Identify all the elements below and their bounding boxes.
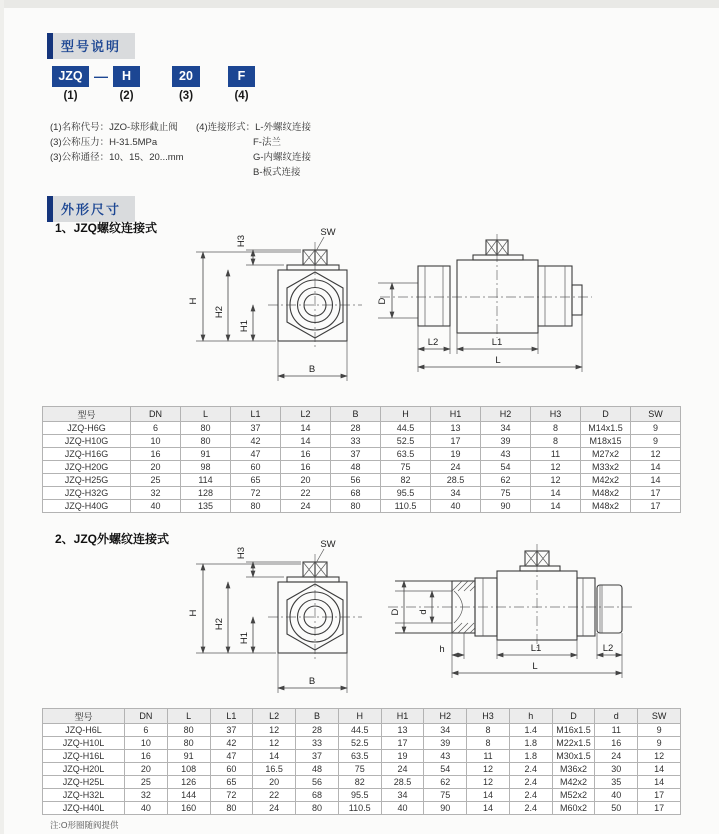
table-cell: 8 [467,724,510,737]
table-cell: 35 [595,776,638,789]
table-row [43,474,681,487]
note-connection-b: B-板式连接 [253,167,301,178]
table-cell: 17 [431,435,481,448]
table-cell: 42 [210,737,253,750]
column-header: h [509,709,552,724]
table-cell: 16 [595,737,638,750]
table-cell: 2.4 [509,789,552,802]
table-row [43,737,681,750]
dim-label-l2: L2 [602,643,614,654]
column-header: H1 [431,407,481,422]
table-cell: 12 [253,737,296,750]
table-cell: 14 [467,802,510,815]
dim-label-h-shoulder: h [439,644,445,655]
table-cell: 11 [531,448,581,461]
table-cell: 65 [210,776,253,789]
table-cell: 25 [125,776,168,789]
table-cell: 14 [638,763,681,776]
table-cell: 56 [331,474,381,487]
table-cell: 160 [167,802,210,815]
column-header: D [581,407,631,422]
table-cell: 80 [296,802,339,815]
table-cell: 14 [253,750,296,763]
table-row [43,435,681,448]
table-cell: 80 [167,737,210,750]
table-cell: 6 [131,422,181,435]
table-cell: 126 [167,776,210,789]
table-cell: 16 [125,750,168,763]
note-connection-l: (4)连接形式：L-外螺纹连接 [196,122,312,133]
front-view [188,539,362,693]
table-cell: 114 [181,474,231,487]
table-cell: 9 [631,435,681,448]
dim-label-h1: H1 [239,319,250,333]
table-row [43,724,681,737]
table-cell: 40 [381,802,424,815]
front-view [188,227,362,381]
table-row [43,802,681,815]
table-cell: 14 [631,461,681,474]
column-header: H2 [481,407,531,422]
column-header: H3 [467,709,510,724]
dim-label-h2: H2 [214,617,225,631]
dim-label-h1: H1 [239,631,250,645]
table-cell: 12 [253,724,296,737]
dim-label-l2: L2 [427,337,439,348]
table-cell: 24 [595,750,638,763]
column-header: 型号 [43,709,125,724]
table-cell: 75 [381,461,431,474]
dim-label-b: B [308,364,316,375]
column-header: B [331,407,381,422]
footnote: 注:O形圈随阀提供 [50,820,119,830]
table-cell: 32 [131,487,181,500]
table-cell: 13 [431,422,481,435]
table-cell: 44.5 [381,422,431,435]
table-cell: 20 [281,474,331,487]
table-cell: 39 [424,737,467,750]
table-cell: 14 [531,500,581,513]
table-cell: M52x2 [552,789,595,802]
table-cell: 40 [125,802,168,815]
table-cell: M14x1.5 [581,422,631,435]
table-cell: JZQ-H25L [43,776,125,789]
section-header-model: 型号说明 [47,33,135,59]
table-cell: 28 [331,422,381,435]
dim-label-l1: L1 [530,643,542,654]
table-cell: JZQ-H20G [43,461,131,474]
table-cell: 54 [424,763,467,776]
table-cell: M18x15 [581,435,631,448]
column-header: L1 [231,407,281,422]
table-cell: 24 [281,500,331,513]
column-header: L [167,709,210,724]
subsection-title-threaded: 1、JZQ螺纹连接式 [55,221,158,235]
table-cell: 108 [167,763,210,776]
side-view [388,544,635,678]
table-cell: 19 [431,448,481,461]
dim-label-sw: SW [320,539,336,550]
table-cell: 20 [125,763,168,776]
table-cell: 62 [424,776,467,789]
model-code-number-2: (2) [119,90,134,102]
table-cell: 13 [381,724,424,737]
table-cell: JZQ-H25G [43,474,131,487]
scan-edge-top [0,0,719,8]
table-cell: 8 [531,422,581,435]
table-cell: 34 [481,422,531,435]
table-cell: 54 [481,461,531,474]
table-cell: 37 [331,448,381,461]
note-diameter: (3)公称通径：10、15、20...mm [50,152,184,163]
table-cell: 48 [296,763,339,776]
table-cell: 1.8 [509,737,552,750]
table-cell: 12 [631,448,681,461]
table-cell: 24 [431,461,481,474]
table-cell: 14 [281,435,331,448]
table-cell: 8 [467,737,510,750]
column-header: H3 [531,407,581,422]
dim-label-h: H [188,609,199,617]
dim-label-d-port: D [377,297,388,305]
table-cell: 42 [231,435,281,448]
table-cell: 80 [181,435,231,448]
table-header-row [43,407,681,422]
table-cell: 68 [331,487,381,500]
column-header: L2 [253,709,296,724]
table-cell: 135 [181,500,231,513]
table-cell: 80 [210,802,253,815]
column-header: L2 [281,407,331,422]
table-cell: M60x2 [552,802,595,815]
table-cell: JZQ-H32L [43,789,125,802]
table-cell: M27x2 [581,448,631,461]
side-view [377,234,592,372]
table-cell: 14 [281,422,331,435]
table-cell: 33 [296,737,339,750]
dim-label-h: H [188,297,199,305]
dimension-table-external-threaded [42,708,681,815]
table-cell: 19 [381,750,424,763]
note-name-code: (1)名称代号：JZO-球形截止阀 [50,122,178,133]
dim-label-b: B [308,676,316,687]
table-cell: 62 [481,474,531,487]
table-cell: 43 [481,448,531,461]
table-cell: 8 [531,435,581,448]
column-header: H1 [381,709,424,724]
table-cell: 11 [467,750,510,763]
table-cell: 40 [131,500,181,513]
table-cell: 75 [424,789,467,802]
column-header: SW [638,709,681,724]
table-cell: 60 [210,763,253,776]
table-cell: 90 [481,500,531,513]
table-cell: 6 [125,724,168,737]
table-cell: 91 [181,448,231,461]
table-row [43,448,681,461]
table-cell: 22 [253,789,296,802]
table-cell: 16.5 [253,763,296,776]
table-row [43,487,681,500]
table-cell: 98 [181,461,231,474]
table-cell: 110.5 [338,802,381,815]
table-cell: M30x1.5 [552,750,595,763]
table-cell: 60 [231,461,281,474]
table-cell: 17 [638,789,681,802]
note-pressure: (3)公称压力：H-31.5MPa [50,137,158,148]
table-cell: 34 [424,724,467,737]
table-cell: 12 [531,474,581,487]
table-cell: 9 [631,422,681,435]
table-cell: M48x2 [581,500,631,513]
table-cell: 40 [431,500,481,513]
table-cell: 12 [467,776,510,789]
table-cell: M22x1.5 [552,737,595,750]
table-cell: 24 [253,802,296,815]
table-cell: M36x2 [552,763,595,776]
table-cell: 65 [231,474,281,487]
table-cell: 52.5 [381,435,431,448]
table-cell: 39 [481,435,531,448]
model-code-number-3: (3) [178,90,194,102]
column-header: DN [131,407,181,422]
table-cell: 17 [631,500,681,513]
table-cell: 1.4 [509,724,552,737]
table-cell: 14 [638,776,681,789]
table-cell: 80 [181,422,231,435]
table-cell: 43 [424,750,467,763]
table-cell: 50 [595,802,638,815]
table-cell: 95.5 [338,789,381,802]
table-cell: 17 [631,487,681,500]
table-cell: 10 [131,435,181,448]
table-row [43,500,681,513]
table-cell: M33x2 [581,461,631,474]
table-cell: 72 [210,789,253,802]
table-cell: 32 [125,789,168,802]
table-cell: 82 [381,474,431,487]
table-cell: 28 [296,724,339,737]
table-cell: M42x2 [581,474,631,487]
table-row [43,776,681,789]
dim-label-d-inner: d [418,609,429,615]
table-cell: 16 [281,461,331,474]
table-cell: 110.5 [381,500,431,513]
table-cell: 20 [253,776,296,789]
table-cell: 80 [167,724,210,737]
table-cell: 34 [381,789,424,802]
table-row [43,789,681,802]
table-cell: JZQ-H16L [43,750,125,763]
model-code-separator: — [94,68,108,84]
column-header: 型号 [43,407,131,422]
dim-label-h2: H2 [214,305,225,319]
table-cell: 144 [167,789,210,802]
table-cell: 12 [638,750,681,763]
table-cell: 48 [331,461,381,474]
table-cell: 44.5 [338,724,381,737]
table-cell: M16x1.5 [552,724,595,737]
table-row [43,422,681,435]
dim-label-l: L [495,355,501,366]
table-cell: 75 [338,763,381,776]
table-cell: 12 [467,763,510,776]
table-cell: 90 [424,802,467,815]
table-row [43,750,681,763]
table-cell: JZQ-H16G [43,448,131,461]
dimension-table-threaded [42,406,681,513]
model-code-block-2: H [113,66,140,87]
table-cell: 40 [595,789,638,802]
model-code-block-3: 20 [172,66,200,87]
table-cell: 68 [296,789,339,802]
model-code-block-1: JZQ [52,66,89,87]
column-header: B [296,709,339,724]
table-cell: 30 [595,763,638,776]
table-cell: 47 [231,448,281,461]
dim-label-h3: H3 [236,546,247,560]
note-connection-f: F-法兰 [253,137,281,148]
technical-drawing-threaded [180,226,640,404]
table-cell: 80 [231,500,281,513]
table-cell: 34 [431,487,481,500]
technical-drawing-external-threaded [180,538,660,716]
table-cell: 16 [281,448,331,461]
table-cell: 14 [631,474,681,487]
table-row [43,763,681,776]
table-cell: 9 [638,737,681,750]
table-cell: JZQ-H6L [43,724,125,737]
table-cell: JZQ-H40G [43,500,131,513]
table-cell: JZQ-H10G [43,435,131,448]
column-header: H [338,709,381,724]
table-cell: 10 [125,737,168,750]
table-cell: 37 [296,750,339,763]
table-cell: 75 [481,487,531,500]
model-code-number-1: (1) [63,90,78,102]
table-cell: 16 [131,448,181,461]
table-cell: 56 [296,776,339,789]
note-connection-g: G-内螺纹连接 [253,152,312,163]
table-cell: 2.4 [509,802,552,815]
table-cell: 52.5 [338,737,381,750]
table-cell: JZQ-H40L [43,802,125,815]
table-cell: 22 [281,487,331,500]
column-header: DN [125,709,168,724]
table-cell: 9 [638,724,681,737]
table-cell: M42x2 [552,776,595,789]
model-code-block-4: F [228,66,255,87]
table-cell: 2.4 [509,776,552,789]
table-cell: 128 [181,487,231,500]
table-cell: 72 [231,487,281,500]
table-cell: 1.8 [509,750,552,763]
table-cell: 28.5 [431,474,481,487]
table-cell: 63.5 [381,448,431,461]
dim-label-l1: L1 [491,337,503,348]
table-cell: 17 [381,737,424,750]
scan-edge-left [0,0,4,834]
table-cell: 17 [638,802,681,815]
table-cell: 14 [467,789,510,802]
table-cell: 25 [131,474,181,487]
dim-label-h3: H3 [236,234,247,248]
table-cell: 80 [331,500,381,513]
table-cell: M48x2 [581,487,631,500]
table-cell: 2.4 [509,763,552,776]
table-cell: 20 [131,461,181,474]
table-row [43,461,681,474]
table-cell: 47 [210,750,253,763]
table-cell: 11 [595,724,638,737]
table-cell: 14 [531,487,581,500]
column-header: D [552,709,595,724]
table-cell: 12 [531,461,581,474]
column-header: L1 [210,709,253,724]
dim-label-l: L [532,661,538,672]
subsection-title-external-threaded: 2、JZQ外螺纹连接式 [55,532,170,546]
table-cell: JZQ-H32G [43,487,131,500]
table-cell: 33 [331,435,381,448]
table-cell: JZQ-H10L [43,737,125,750]
table-cell: 63.5 [338,750,381,763]
table-cell: 37 [231,422,281,435]
dim-label-sw: SW [320,227,336,238]
table-cell: JZQ-H20L [43,763,125,776]
dim-label-d-outer: D [390,608,401,616]
table-cell: 82 [338,776,381,789]
table-header-row [43,709,681,724]
column-header: H2 [424,709,467,724]
table-cell: 91 [167,750,210,763]
table-cell: 37 [210,724,253,737]
table-cell: 95.5 [381,487,431,500]
column-header: d [595,709,638,724]
model-code-number-4: (4) [234,90,249,102]
table-cell: 24 [381,763,424,776]
column-header: L [181,407,231,422]
column-header: H [381,407,431,422]
column-header: SW [631,407,681,422]
table-cell: JZQ-H6G [43,422,131,435]
section-header-dimensions: 外形尺寸 [47,196,135,222]
table-cell: 28.5 [381,776,424,789]
